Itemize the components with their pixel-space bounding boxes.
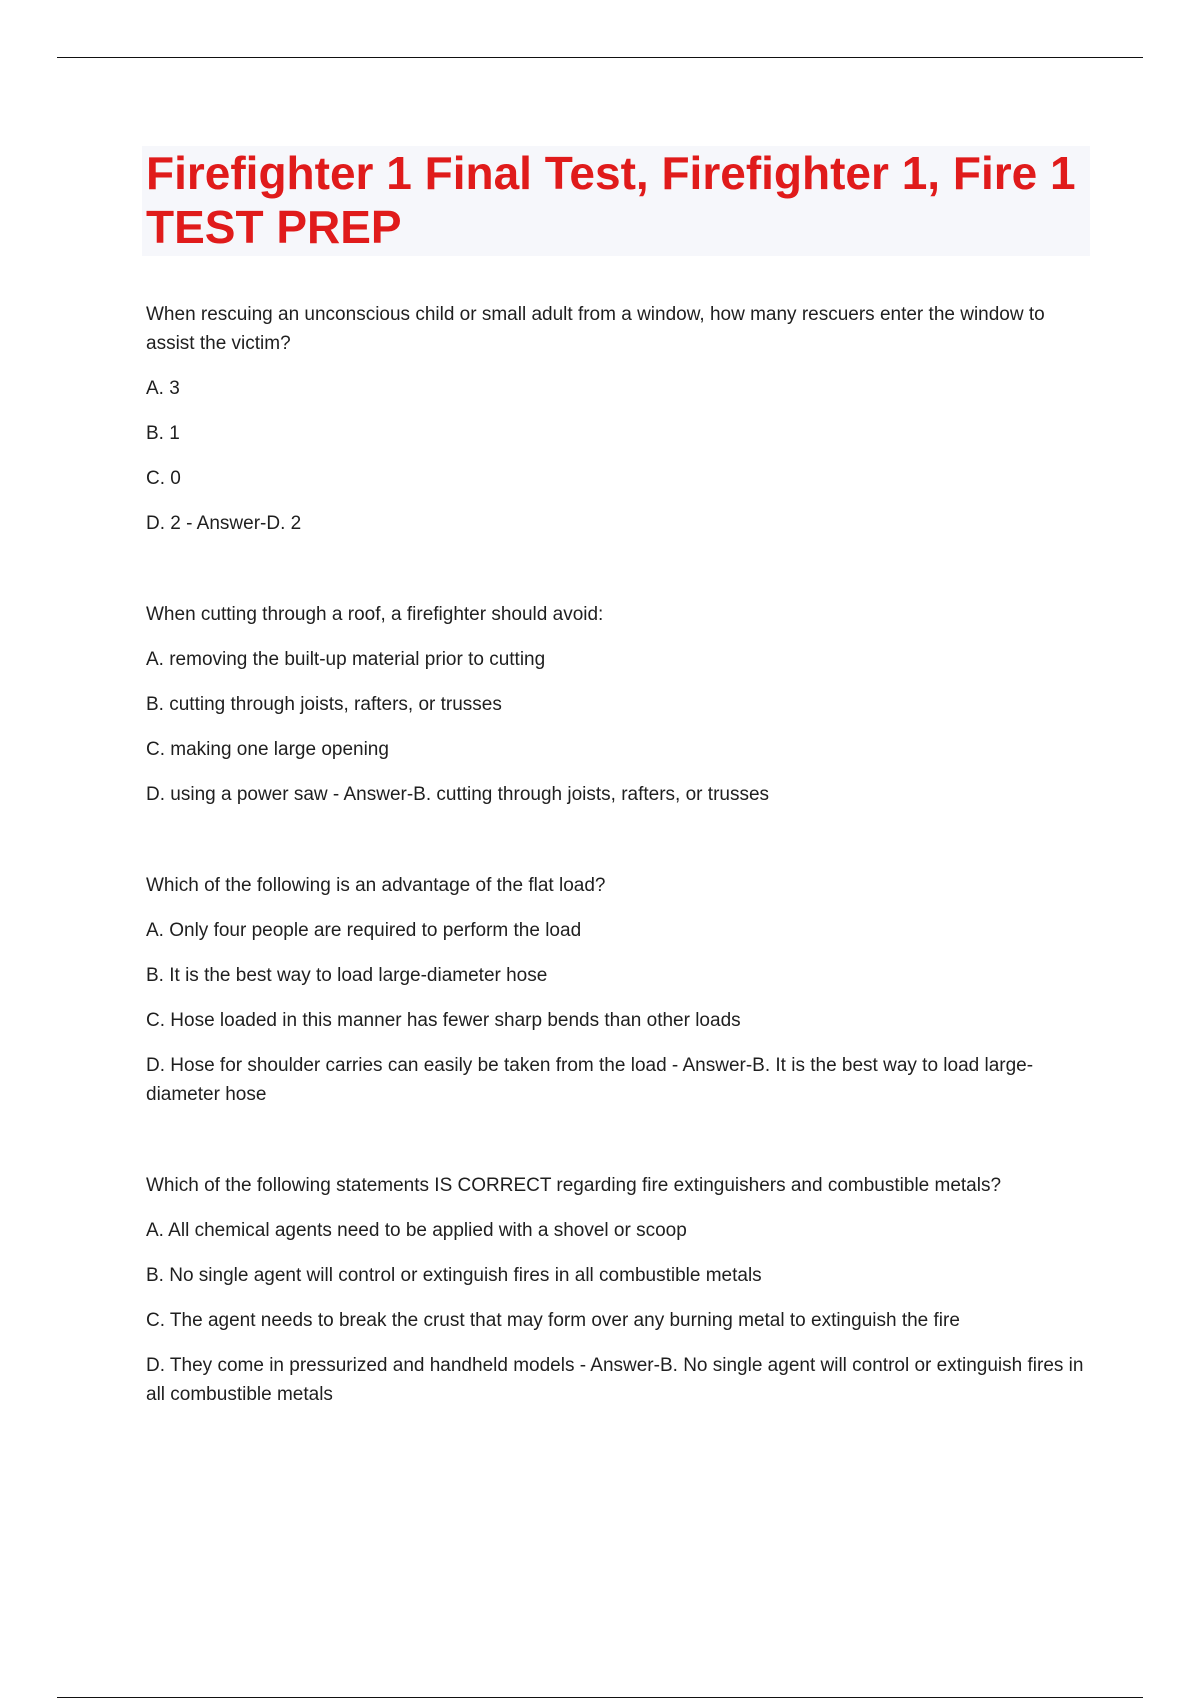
question-block-2 [146, 600, 1092, 809]
option-c: C. 0 [146, 468, 181, 489]
question-text: When cutting through a roof, a firefighter should avoid: [146, 604, 604, 625]
question-block-3 [146, 871, 1092, 1109]
document-title: Firefighter 1 Final Test, Firefighter 1, Fire 1 TEST PREP [146, 147, 1076, 253]
option-a: A. 3 [146, 378, 180, 399]
question-text: When rescuing an unconscious child or small adult from a window, how many rescuers enter the window to assist the victim? [146, 304, 1045, 354]
option-b: B. cutting through joists, rafters, or trusses [146, 694, 502, 715]
option-d-with-answer: D. 2 - Answer-D. 2 [146, 513, 302, 534]
bottom-rule [57, 1697, 1143, 1698]
option-d-with-answer: D. Hose for shoulder carries can easily be taken from the load - Answer-B. It is the best way to load large-diameter hose [146, 1055, 1034, 1105]
top-rule [57, 57, 1143, 58]
title-banner [142, 146, 1090, 256]
option-c: C. Hose loaded in this manner has fewer sharp bends than other loads [146, 1010, 741, 1031]
option-d-with-answer: D. using a power saw - Answer-B. cutting through joists, rafters, or trusses [146, 784, 770, 805]
question-block-4 [146, 1171, 1092, 1409]
option-b: B. 1 [146, 423, 180, 444]
option-b: B. No single agent will control or extinguish fires in all combustible metals [146, 1265, 762, 1286]
question-block-1 [146, 300, 1092, 538]
option-a: A. All chemical agents need to be applied with a shovel or scoop [146, 1220, 687, 1241]
question-list [146, 300, 1092, 1471]
option-a: A. Only four people are required to perform the load [146, 920, 582, 941]
question-text: Which of the following statements IS CORRECT regarding fire extinguishers and combustible metals? [146, 1175, 1002, 1196]
option-a: A. removing the built-up material prior to cutting [146, 649, 546, 670]
question-text: Which of the following is an advantage of the flat load? [146, 875, 606, 896]
option-c: C. making one large opening [146, 739, 389, 760]
option-d-with-answer: D. They come in pressurized and handheld models - Answer-B. No single agent will control or extinguish fires in all combustible metals [146, 1355, 1084, 1405]
option-b: B. It is the best way to load large-diameter hose [146, 965, 548, 986]
option-c: C. The agent needs to break the crust that may form over any burning metal to extinguish the fire [146, 1310, 960, 1331]
